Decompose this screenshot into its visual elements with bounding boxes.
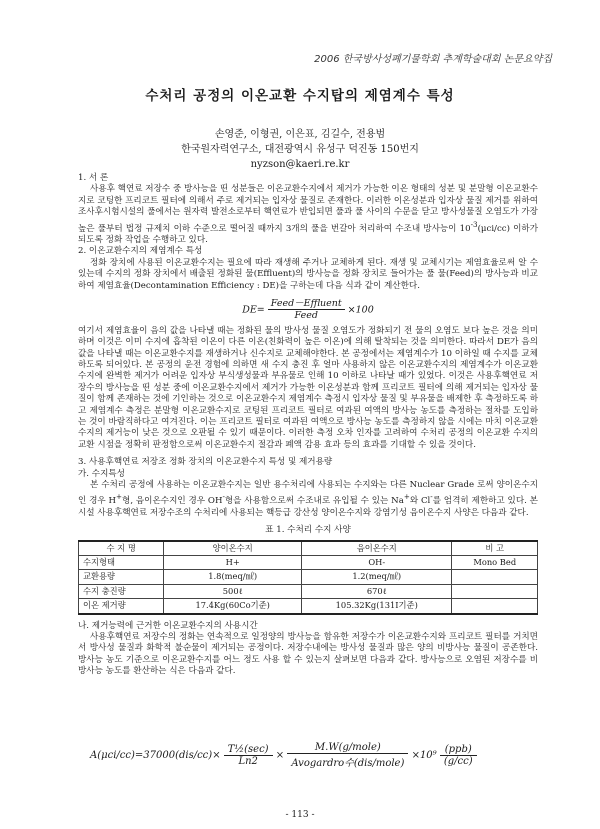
de-rhs: ×100 [347, 304, 374, 316]
s1-text-end: (μci/cc) 이하가 되도록 정화 작업을 수행하고 있다. [78, 223, 538, 245]
resin-spec-table [78, 540, 538, 615]
s3a-text: 본 수처리 공정에 사용하는 이온교환수지는 일반 용수처리에 사용되는 수지와는 다른 Nuclear Grade 로써 양이온수지인 경우 H [78, 480, 538, 507]
table-cell: 교환용량 [79, 570, 164, 584]
table-cell: 수지형태 [79, 555, 164, 569]
table-row [79, 570, 538, 584]
page-number: - 113 - [285, 810, 315, 820]
table-header-cell: 양이온수지 [164, 541, 302, 556]
section-3b-paragraph: 사용후핵연료 저장수의 정화는 연속적으로 일정양의 방사능을 함유한 저장수가 이온교환수지와 프리코트 필터를 거치면서 방사성 물질과 화학적 불순물이 제거되는 공정이다. 저장수내에는 방사성 물질과 많은 양의 비방사능 물질이 공존한다. 방사능 농도 기준으로 이온교환수지를 어느 정도 사용 할 수 있는지 살펴보면 다음과 같다. 방사능으로 오염된 저장수를 비방사능 농도를 환산하는 식은 다음과 같다. [78, 631, 538, 677]
s3a-sup1: + [116, 492, 123, 502]
table-cell: 17.4Kg(60Co기준) [164, 599, 302, 614]
section-1-heading: 1. 서 론 [78, 173, 109, 183]
table-cell: 수지 충진량 [79, 584, 164, 598]
formula2-fraction-2 [287, 742, 408, 769]
de-lhs: DE= [242, 304, 265, 316]
table-header-cell: 수 지 명 [79, 541, 164, 556]
de-fraction [268, 298, 345, 322]
table-cell: H+ [164, 555, 302, 569]
s3a-end: 를 엄격히 제한하고 있다. 본 시설 사용후핵연료 저장수조의 수처리에 사용되는 핵등급 강산성 양이온수지와 강염기성 음이온수지 사양은 다음과 같다. [78, 496, 538, 518]
formula2-fraction-1 [224, 744, 273, 767]
table-header-row [79, 541, 538, 556]
s3a-sup3: + [403, 492, 410, 502]
formula2-fraction-3 [440, 744, 477, 767]
formula2-times: × [275, 750, 285, 761]
table-cell [452, 570, 538, 584]
paper-body [78, 173, 538, 678]
formula2-f1-den: Ln2 [238, 756, 258, 767]
section-2-paragraph-2: 여기서 제염효율이 음의 값을 나타낼 때는 정화된 물의 방사성 물질 오염도가 정화되기 전 물의 오염도 보다 높은 것을 의미하며 이것은 이미 수지에 흡착된 이온이 다른 이온(친화력이 높은 이온)에 의해 탈착되는 것을 의미한다. 따라서 DE가 음의 값을 나타낼 때는 이온교환수지를 재생하거나 신수지로 교체해야한다. 본 공정에서는 제염계수가 10 이하일 때 수지를 교체하도록 되어있다. 본 공정의 운전 경험에 의하면 새 수지 충진 후 얼마 사용하지 않은 이온교환수지의 제염계수가 이온교환수지에 완벽한 제거가 어려운 입자상 부식생성물과 부유물로 인해 10 이하로 나타날 때가 있었다. 이것은 사용후핵연료 저장수의 방사능을 띤 성분 중에 이온교환수지에서 제거가 가능한 이온성분과 함께 프리코트 필터에 의해 제거되는 입자상 물질이 함께 존재하는 것에 기인하는 것으로 이온교환수지 제염계수 측정시 입자상 물질 및 부유물을 배제한 후 측정하도록 하고 제염계수 측정은 분말형 이온교환수지로 코팅된 프리코트 필터로 여과된 여액의 방사능 농도를 측정하는 절차를 도입하는 것이 바람직하다고 여겨진다. 이는 프리코트 필터로 여과된 여액으로 방사능 농도를 측정하지 않을 시에는 마치 이온교환수지의 제거능이 낮은 것으로 오판될 수 있기 때문이다. 이러한 측정 오차 인자를 고려하여 수처리 공정의 이온교환 수지의 교환 시점을 정확히 판정함으로써 이온교환수지 절감과 폐액 감용 효과 등의 효과를 기대할 수 있을 것이다. [78, 325, 538, 450]
table-cell: Mono Bed [452, 555, 538, 569]
s1-sup: -3 [470, 219, 478, 229]
formula2-f1-num: T½(sec) [224, 744, 273, 756]
table-cell: 670ℓ [302, 584, 452, 598]
section-3a-paragraph [78, 480, 538, 519]
author-email: nyzson@kaeri.re.kr [250, 159, 350, 170]
s1-text: 사용후 핵연료 저장수 중 방사능을 띤 성분들은 이온교환수지에서 제거가 가능한 이온 형태의 성분 및 분말형 이온교환수지로 코팅한 프리코트 필터에 의해서 주로 제거되는 입자상 물질로 존재한다. 이러한 이온성분과 입자상 물질 제거를 위하여 조사후시험시설의 풀에서는 원자력 발전소로부터 핵연료가 반입되면 풀과 풀 사이의 수문을 닫고 방사성물질 오염도가 가장 높은 풀부터 법정 규제치 이하 수준으로 떨어질 때까지 3개의 풀을 번갈아 처리하여 수조내 방사능이 10 [78, 184, 538, 234]
section-2-paragraph-1: 정화 장치에 사용된 이온교환수지는 필요에 따라 재생해 주거나 교체하게 된다. 재생 및 교체시기는 제염효율로써 알 수 있는데 수지의 정화 장치에서 배출된 정화된 물(Effluent)의 방사능을 정화 장치로 들어가는 풀 물(Feed)의 방사능과 비교하여 제염효율(Decontamination Efficiency : DE)을 구하는데 다음 식과 같이 계산한다. [78, 257, 538, 291]
formula2-f2-den: Avogardro수(dis/mole) [291, 758, 405, 769]
author-names: 손영준, 이형권, 이은표, 김길수, 전용범 [214, 129, 386, 140]
paper-title: 수처리 공정의 이온교환 수지탑의 제염계수 특성 [145, 88, 455, 104]
s3a-mid3: 와 Cl [409, 496, 431, 507]
author-block [0, 127, 600, 172]
table-row [79, 584, 538, 598]
table-cell: 1.2(meq/㎖) [302, 570, 452, 584]
table-header-cell: 음이온수지 [302, 541, 452, 556]
formula2-rhs: ×10⁹ [411, 750, 437, 761]
table-cell [452, 599, 538, 614]
section-3b-heading: 나. 제거능력에 근거한 이온교환수지의 사용시간 [78, 620, 258, 631]
s3a-mid2: 형을 사용함으로써 수조내로 유입될 수 있는 Na [224, 496, 404, 507]
s3a-sup4: - [430, 492, 433, 502]
de-numerator: Feed－Effluent [268, 298, 345, 310]
section-2-heading: 2. 이온교환수지의 제염계수 특성 [78, 246, 203, 257]
section-3-heading: 3. 사용후핵연료 저장조 정화 장치의 이온교환수지 특성 및 제거용량 [78, 457, 333, 468]
table-caption: 표 1. 수처리 수지 사양 [265, 525, 351, 536]
formula2-f2-num: M.W(g/mole) [287, 742, 408, 754]
table-cell: 500ℓ [164, 584, 302, 598]
table-cell: 1.8(meq/㎖) [164, 570, 302, 584]
conference-header: 2006 한국방사성폐기물학회 추계학술대회 논문요약집 [314, 54, 552, 65]
s3a-mid1: 형, 음이온수지인 경우 OH [122, 496, 223, 507]
formula2-lhs: A(μci/cc)=37000(dis/cc)× [90, 750, 221, 761]
s3a-sup2: - [222, 492, 225, 502]
author-affiliation: 한국원자력연구소, 대전광역시 유성구 덕진동 150번지 [181, 144, 419, 155]
table-cell [452, 584, 538, 598]
de-formula [78, 298, 538, 322]
table-cell: OH- [302, 555, 452, 569]
table-cell: 105.32Kg(131I기준) [302, 599, 452, 614]
table-row [79, 555, 538, 569]
activity-formula [90, 742, 477, 769]
section-1-paragraph [78, 184, 538, 246]
formula2-f3-num: (ppb) [440, 744, 477, 756]
table-header-cell: 비 고 [452, 541, 538, 556]
table-row [79, 599, 538, 614]
section-3a-heading: 가. 수지특성 [78, 468, 125, 479]
de-denominator: Feed [294, 310, 318, 322]
formula2-f3-den: (g/cc) [443, 756, 473, 767]
table-cell: 이온 제거량 [79, 599, 164, 614]
